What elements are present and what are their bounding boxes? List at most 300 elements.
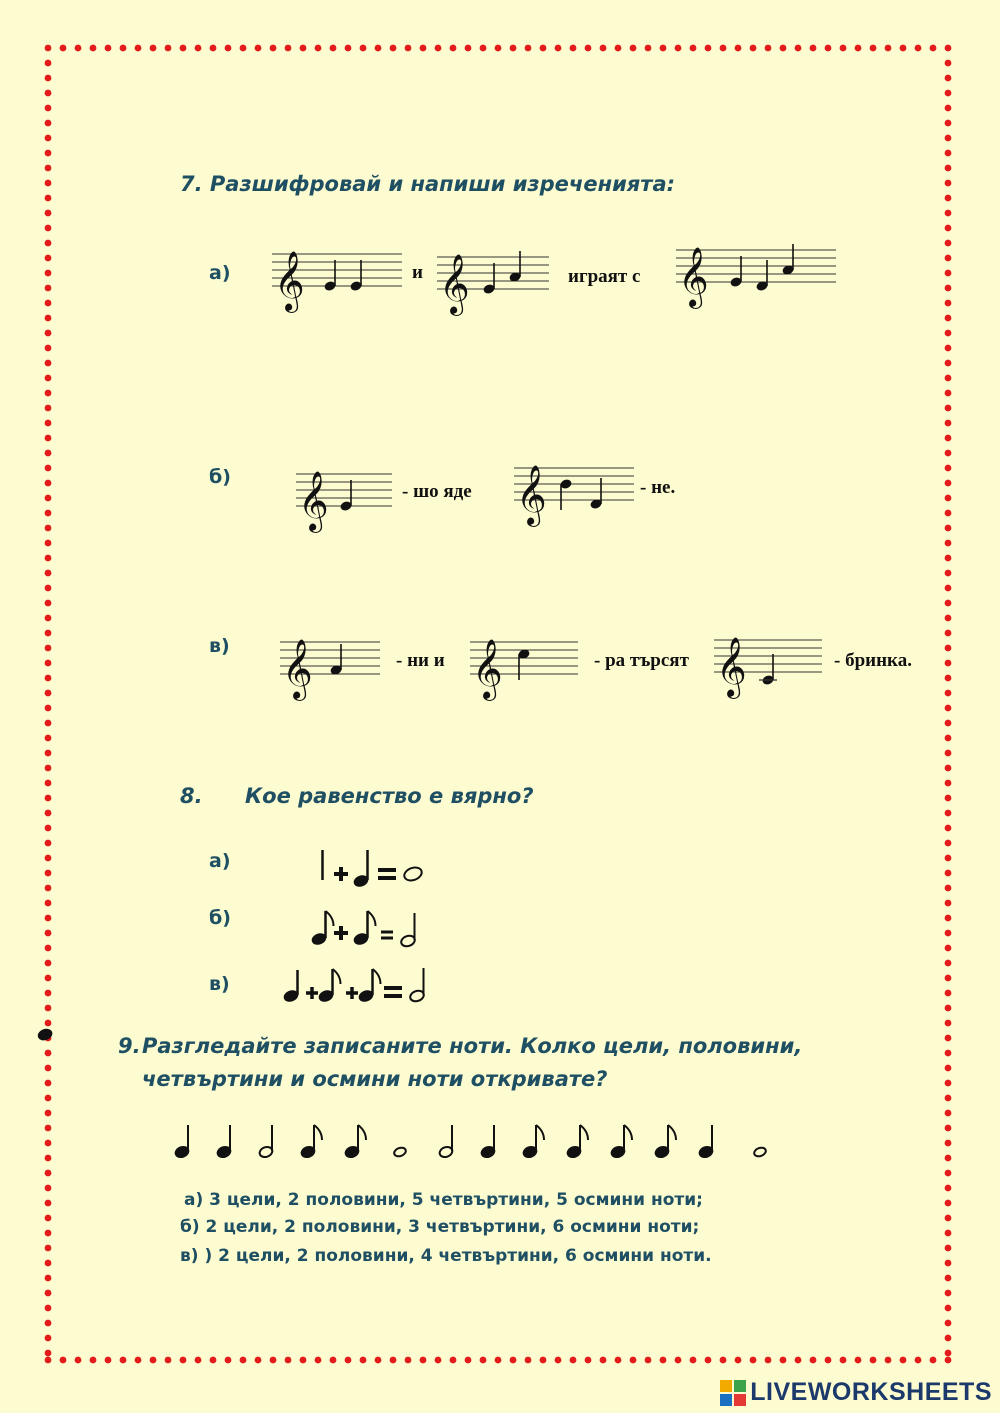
- border-dot: [945, 1065, 952, 1072]
- border-dot: [165, 45, 172, 52]
- border-dot: [270, 45, 277, 52]
- brand-text: LIVEWORKSHEETS: [750, 1378, 992, 1406]
- border-dot: [870, 45, 877, 52]
- border-dot: [45, 495, 52, 502]
- border-dot: [945, 165, 952, 172]
- border-dot: [120, 45, 127, 52]
- border-dot: [585, 45, 592, 52]
- eighth-note-icon: [654, 1125, 676, 1159]
- border-dot: [465, 1357, 472, 1364]
- border-dot: [345, 45, 352, 52]
- treble-clef-icon: 𝄞: [439, 254, 470, 314]
- border-dot: [660, 1357, 667, 1364]
- border-dot: [45, 1065, 52, 1072]
- border-dot: [945, 915, 952, 922]
- border-dot: [945, 1095, 952, 1102]
- border-dot: [915, 1357, 922, 1364]
- staff-note-f: [280, 628, 380, 698]
- border-dot: [750, 1357, 757, 1364]
- question-8-number: 8.: [180, 784, 203, 808]
- border-dot: [885, 45, 892, 52]
- border-dot: [45, 525, 52, 532]
- border-dot: [555, 1357, 562, 1364]
- note-icon: [755, 260, 768, 292]
- equation-quarter-eighth-eighth-equals-half: [282, 966, 442, 1006]
- border-dot: [285, 45, 292, 52]
- border-dot: [405, 1357, 412, 1364]
- border-dot: [615, 45, 622, 52]
- border-dot: [45, 885, 52, 892]
- border-dot: [240, 45, 247, 52]
- border-dot: [945, 675, 952, 682]
- border-dot: [45, 1095, 52, 1102]
- border-dot: [135, 45, 142, 52]
- border-dot: [840, 45, 847, 52]
- border-dot: [945, 495, 952, 502]
- border-dot: [45, 375, 52, 382]
- border-dot: [135, 1357, 142, 1364]
- border-dot: [450, 45, 457, 52]
- border-dot: [945, 525, 952, 532]
- border-dot: [45, 615, 52, 622]
- border-dot: [45, 120, 52, 127]
- border-dot: [945, 1230, 952, 1237]
- border-dot: [195, 45, 202, 52]
- border-dot: [945, 225, 952, 232]
- border-dot: [945, 840, 952, 847]
- border-dot: [945, 720, 952, 727]
- border-dot: [690, 45, 697, 52]
- border-dot: [945, 1080, 952, 1087]
- border-dot: [45, 555, 52, 562]
- note-icon: [517, 648, 530, 680]
- border-dot: [45, 255, 52, 262]
- border-dot: [45, 330, 52, 337]
- q8-option-a-label: а): [209, 850, 231, 872]
- eighth-note-icon: [300, 1125, 322, 1159]
- treble-clef-icon: 𝄞: [472, 639, 503, 699]
- border-dot: [945, 270, 952, 277]
- border-dot: [60, 45, 67, 52]
- border-dot: [555, 45, 562, 52]
- border-dot: [45, 390, 52, 397]
- border-dot: [945, 1305, 952, 1312]
- border-dot: [945, 930, 952, 937]
- quarter-note-icon: [698, 1125, 713, 1159]
- border-dot: [780, 45, 787, 52]
- border-dot: [45, 1050, 52, 1057]
- border-dot: [945, 105, 952, 112]
- q8-option-b-label: б): [209, 907, 231, 929]
- border-dot: [45, 540, 52, 547]
- border-dot: [945, 960, 952, 967]
- plus-sign-icon: [334, 926, 348, 940]
- half-note-icon: [258, 1125, 273, 1159]
- border-dot: [45, 1350, 52, 1357]
- border-dot: [810, 45, 817, 52]
- border-dot: [600, 45, 607, 52]
- border-dot: [945, 690, 952, 697]
- border-dot: [945, 195, 952, 202]
- liveworksheets-logo-icon: [720, 1380, 746, 1406]
- border-dot: [750, 45, 757, 52]
- border-dot: [45, 1245, 52, 1252]
- border-dot: [945, 1350, 952, 1357]
- q7-c-text-3: - бринка.: [834, 650, 912, 671]
- border-dot: [45, 855, 52, 862]
- border-dot: [945, 630, 952, 637]
- border-dot: [945, 570, 952, 577]
- border-dot: [45, 600, 52, 607]
- border-dot: [45, 1155, 52, 1162]
- border-dot: [480, 1357, 487, 1364]
- border-dot: [720, 45, 727, 52]
- border-dot: [945, 735, 952, 742]
- border-dot: [945, 585, 952, 592]
- border-dot: [45, 1230, 52, 1237]
- border-dot: [45, 720, 52, 727]
- border-dot: [930, 45, 937, 52]
- border-dot: [945, 1357, 952, 1364]
- border-dot: [450, 1357, 457, 1364]
- border-dot: [345, 1357, 352, 1364]
- border-dot: [45, 840, 52, 847]
- border-dot: [630, 45, 637, 52]
- border-dot: [45, 105, 52, 112]
- border-dot: [390, 45, 397, 52]
- border-dot: [45, 90, 52, 97]
- border-dot: [795, 45, 802, 52]
- border-dot: [45, 780, 52, 787]
- border-dot: [45, 750, 52, 757]
- border-dot: [45, 645, 52, 652]
- border-dot: [825, 45, 832, 52]
- border-dot: [45, 765, 52, 772]
- border-dot: [435, 45, 442, 52]
- border-dot: [945, 810, 952, 817]
- border-dot: [45, 825, 52, 832]
- border-dot: [255, 45, 262, 52]
- treble-clef-icon: 𝄞: [298, 471, 329, 531]
- border-dot: [945, 615, 952, 622]
- border-dot: [900, 45, 907, 52]
- border-dot: [45, 705, 52, 712]
- border-dot: [120, 1357, 127, 1364]
- border-dot: [570, 1357, 577, 1364]
- border-dot: [45, 810, 52, 817]
- border-dot: [945, 990, 952, 997]
- border-dot: [945, 60, 952, 67]
- border-dot: [90, 45, 97, 52]
- border-dot: [45, 450, 52, 457]
- border-dot: [45, 195, 52, 202]
- border-dot: [945, 465, 952, 472]
- border-dot: [945, 885, 952, 892]
- border-dot: [45, 270, 52, 277]
- treble-clef-icon: 𝄞: [282, 639, 313, 699]
- border-dot: [675, 1357, 682, 1364]
- border-dot: [495, 1357, 502, 1364]
- border-dot: [945, 90, 952, 97]
- q7-a-text-1: и: [412, 262, 423, 283]
- border-dot: [45, 1170, 52, 1177]
- border-dot: [45, 1020, 52, 1027]
- border-dot: [945, 450, 952, 457]
- border-dot: [945, 330, 952, 337]
- border-dot: [255, 1357, 262, 1364]
- border-dot: [945, 1290, 952, 1297]
- border-dot: [945, 420, 952, 427]
- border-dot: [390, 1357, 397, 1364]
- border-dot: [315, 1357, 322, 1364]
- border-dot: [45, 1005, 52, 1012]
- border-dot: [945, 555, 952, 562]
- border-dot: [825, 1357, 832, 1364]
- border-dot: [945, 540, 952, 547]
- quarter-note-icon: [480, 1125, 495, 1159]
- border-dot: [240, 1357, 247, 1364]
- border-dot: [435, 1357, 442, 1364]
- border-dot: [945, 480, 952, 487]
- question-9-title-line2: четвъртини и осмини ноти откривате?: [142, 1067, 608, 1091]
- border-dot: [930, 1357, 937, 1364]
- border-dot: [150, 1357, 157, 1364]
- border-dot: [915, 45, 922, 52]
- border-dot: [45, 1080, 52, 1087]
- border-dot: [615, 1357, 622, 1364]
- border-dot: [945, 1260, 952, 1267]
- border-dot: [45, 630, 52, 637]
- border-dot: [945, 705, 952, 712]
- border-dot: [945, 645, 952, 652]
- border-dot: [945, 975, 952, 982]
- border-dot: [945, 45, 952, 52]
- border-dot: [645, 45, 652, 52]
- border-dot: [525, 1357, 532, 1364]
- border-dot: [45, 900, 52, 907]
- border-dot: [45, 930, 52, 937]
- border-dot: [945, 870, 952, 877]
- border-dot: [45, 675, 52, 682]
- equation-quarter-plus-quarter-equals-whole: [300, 845, 430, 890]
- border-dot: [945, 345, 952, 352]
- note-icon: [508, 251, 521, 283]
- border-dot: [840, 1357, 847, 1364]
- border-dot: [765, 45, 772, 52]
- border-dot: [180, 1357, 187, 1364]
- border-dot: [945, 210, 952, 217]
- border-dot: [945, 1215, 952, 1222]
- note-icon: [339, 480, 352, 512]
- border-dot: [105, 45, 112, 52]
- border-dot: [45, 585, 52, 592]
- border-dot: [45, 945, 52, 952]
- note-icon: [559, 478, 572, 510]
- treble-clef-icon: 𝄞: [678, 247, 709, 307]
- border-dot: [45, 1140, 52, 1147]
- border-dot: [540, 45, 547, 52]
- border-dot: [945, 825, 952, 832]
- border-dot: [45, 1357, 52, 1364]
- border-dot: [945, 120, 952, 127]
- border-dot: [45, 405, 52, 412]
- border-dot: [225, 1357, 232, 1364]
- border-dot: [720, 1357, 727, 1364]
- border-dot: [705, 45, 712, 52]
- border-dot: [480, 45, 487, 52]
- q7-c-text-1: - ни и: [396, 650, 445, 671]
- border-dot: [945, 1035, 952, 1042]
- border-dot: [855, 1357, 862, 1364]
- border-dot: [210, 45, 217, 52]
- q9-answer-c[interactable]: в) ) 2 цели, 2 половини, 4 четвъртини, 6 осмини ноти.: [180, 1246, 712, 1266]
- border-dot: [45, 660, 52, 667]
- border-dot: [360, 1357, 367, 1364]
- border-dot: [945, 315, 952, 322]
- q9-answer-a[interactable]: а) 3 цели, 2 половини, 5 четвъртини, 5 осмини ноти;: [184, 1190, 703, 1210]
- border-dot: [945, 360, 952, 367]
- whole-note-icon: [393, 1146, 407, 1158]
- border-dot: [45, 1275, 52, 1282]
- border-dot: [945, 1335, 952, 1342]
- border-dot: [945, 510, 952, 517]
- border-dot: [945, 1020, 952, 1027]
- border-dot: [45, 225, 52, 232]
- q7-b-text-2: - не.: [640, 477, 676, 498]
- border-dot: [45, 1125, 52, 1132]
- border-dot: [90, 1357, 97, 1364]
- treble-clef-icon: 𝄞: [716, 637, 747, 697]
- staff-notes-e-d-a: [676, 236, 836, 308]
- border-dot: [525, 45, 532, 52]
- equation-eighth-plus-eighth-equals-half: [306, 908, 426, 953]
- question-7-title: 7. Разшифровай и напиши изреченията:: [180, 172, 676, 196]
- border-dot: [780, 1357, 787, 1364]
- border-dot: [60, 1357, 67, 1364]
- border-dot: [45, 870, 52, 877]
- border-dot: [45, 795, 52, 802]
- border-dot: [810, 1357, 817, 1364]
- q7-a-text-2: играят с: [568, 266, 641, 287]
- border-dot: [45, 45, 52, 52]
- treble-clef-icon: 𝄞: [516, 465, 547, 525]
- border-dot: [45, 510, 52, 517]
- plus-sign-icon: [334, 867, 348, 881]
- border-dot: [945, 660, 952, 667]
- note-icon: [781, 244, 794, 276]
- border-dot: [285, 1357, 292, 1364]
- question-8-title: Кое равенство е вярно?: [245, 784, 534, 808]
- border-dot: [585, 1357, 592, 1364]
- eighth-note-icon: [522, 1125, 544, 1159]
- quarter-note-icon: [216, 1125, 231, 1159]
- border-dot: [945, 1155, 952, 1162]
- border-dot: [795, 1357, 802, 1364]
- border-dot: [45, 210, 52, 217]
- note-sequence: [160, 1115, 800, 1165]
- border-dot: [45, 420, 52, 427]
- staff-notes-b-d: [514, 454, 634, 526]
- q7-option-c-label: в): [209, 635, 230, 657]
- border-dot: [630, 1357, 637, 1364]
- border-dot: [45, 1335, 52, 1342]
- border-dot: [45, 975, 52, 982]
- eighth-note-icon: [344, 1125, 366, 1159]
- border-dot: [945, 780, 952, 787]
- border-dot: [45, 1260, 52, 1267]
- border-dot: [45, 75, 52, 82]
- border-dot: [45, 135, 52, 142]
- q7-option-b-label: б): [209, 466, 231, 488]
- whole-note-icon: [753, 1146, 767, 1158]
- border-dot: [75, 1357, 82, 1364]
- border-dot: [945, 1170, 952, 1177]
- question-9-number: 9.: [118, 1034, 141, 1058]
- border-dot: [45, 1290, 52, 1297]
- border-dot: [45, 1185, 52, 1192]
- border-dot: [330, 45, 337, 52]
- border-dot: [945, 240, 952, 247]
- border-dot: [180, 45, 187, 52]
- border-dot: [45, 240, 52, 247]
- note-icon: [349, 260, 362, 292]
- border-dot: [375, 1357, 382, 1364]
- border-dot: [945, 255, 952, 262]
- border-dot: [945, 600, 952, 607]
- staff-notes-e-a: [437, 243, 549, 313]
- border-dot: [855, 45, 862, 52]
- border-dot: [945, 750, 952, 757]
- border-dot: [45, 480, 52, 487]
- border-dot: [150, 45, 157, 52]
- border-dot: [765, 1357, 772, 1364]
- border-dot: [945, 375, 952, 382]
- border-dot: [45, 300, 52, 307]
- staff-note-e: [296, 460, 392, 531]
- border-dot: [600, 1357, 607, 1364]
- border-dot: [945, 945, 952, 952]
- border-dot: [45, 285, 52, 292]
- border-dot: [885, 1357, 892, 1364]
- border-dot: [195, 1357, 202, 1364]
- border-dot: [45, 360, 52, 367]
- border-dot: [570, 45, 577, 52]
- border-dot: [945, 795, 952, 802]
- border-dot: [45, 735, 52, 742]
- border-dot: [270, 1357, 277, 1364]
- border-dot: [45, 315, 52, 322]
- border-dot: [45, 180, 52, 187]
- q9-answer-b[interactable]: б) 2 цели, 2 половини, 3 четвъртини, 6 осмини ноти;: [180, 1217, 700, 1237]
- border-dot: [45, 345, 52, 352]
- staff-note-c: [470, 628, 578, 698]
- equals-sign-icon: [381, 932, 393, 938]
- border-dot: [495, 45, 502, 52]
- border-dot: [45, 915, 52, 922]
- border-dot: [945, 1200, 952, 1207]
- border-dot: [45, 465, 52, 472]
- treble-clef-icon: 𝄞: [274, 251, 305, 311]
- border-dot: [945, 1140, 952, 1147]
- border-dot: [540, 1357, 547, 1364]
- border-dot: [945, 1110, 952, 1117]
- border-dot: [45, 990, 52, 997]
- border-dot: [45, 1215, 52, 1222]
- border-dot: [945, 1050, 952, 1057]
- border-dot: [45, 570, 52, 577]
- border-dot: [945, 135, 952, 142]
- border-dot: [945, 765, 952, 772]
